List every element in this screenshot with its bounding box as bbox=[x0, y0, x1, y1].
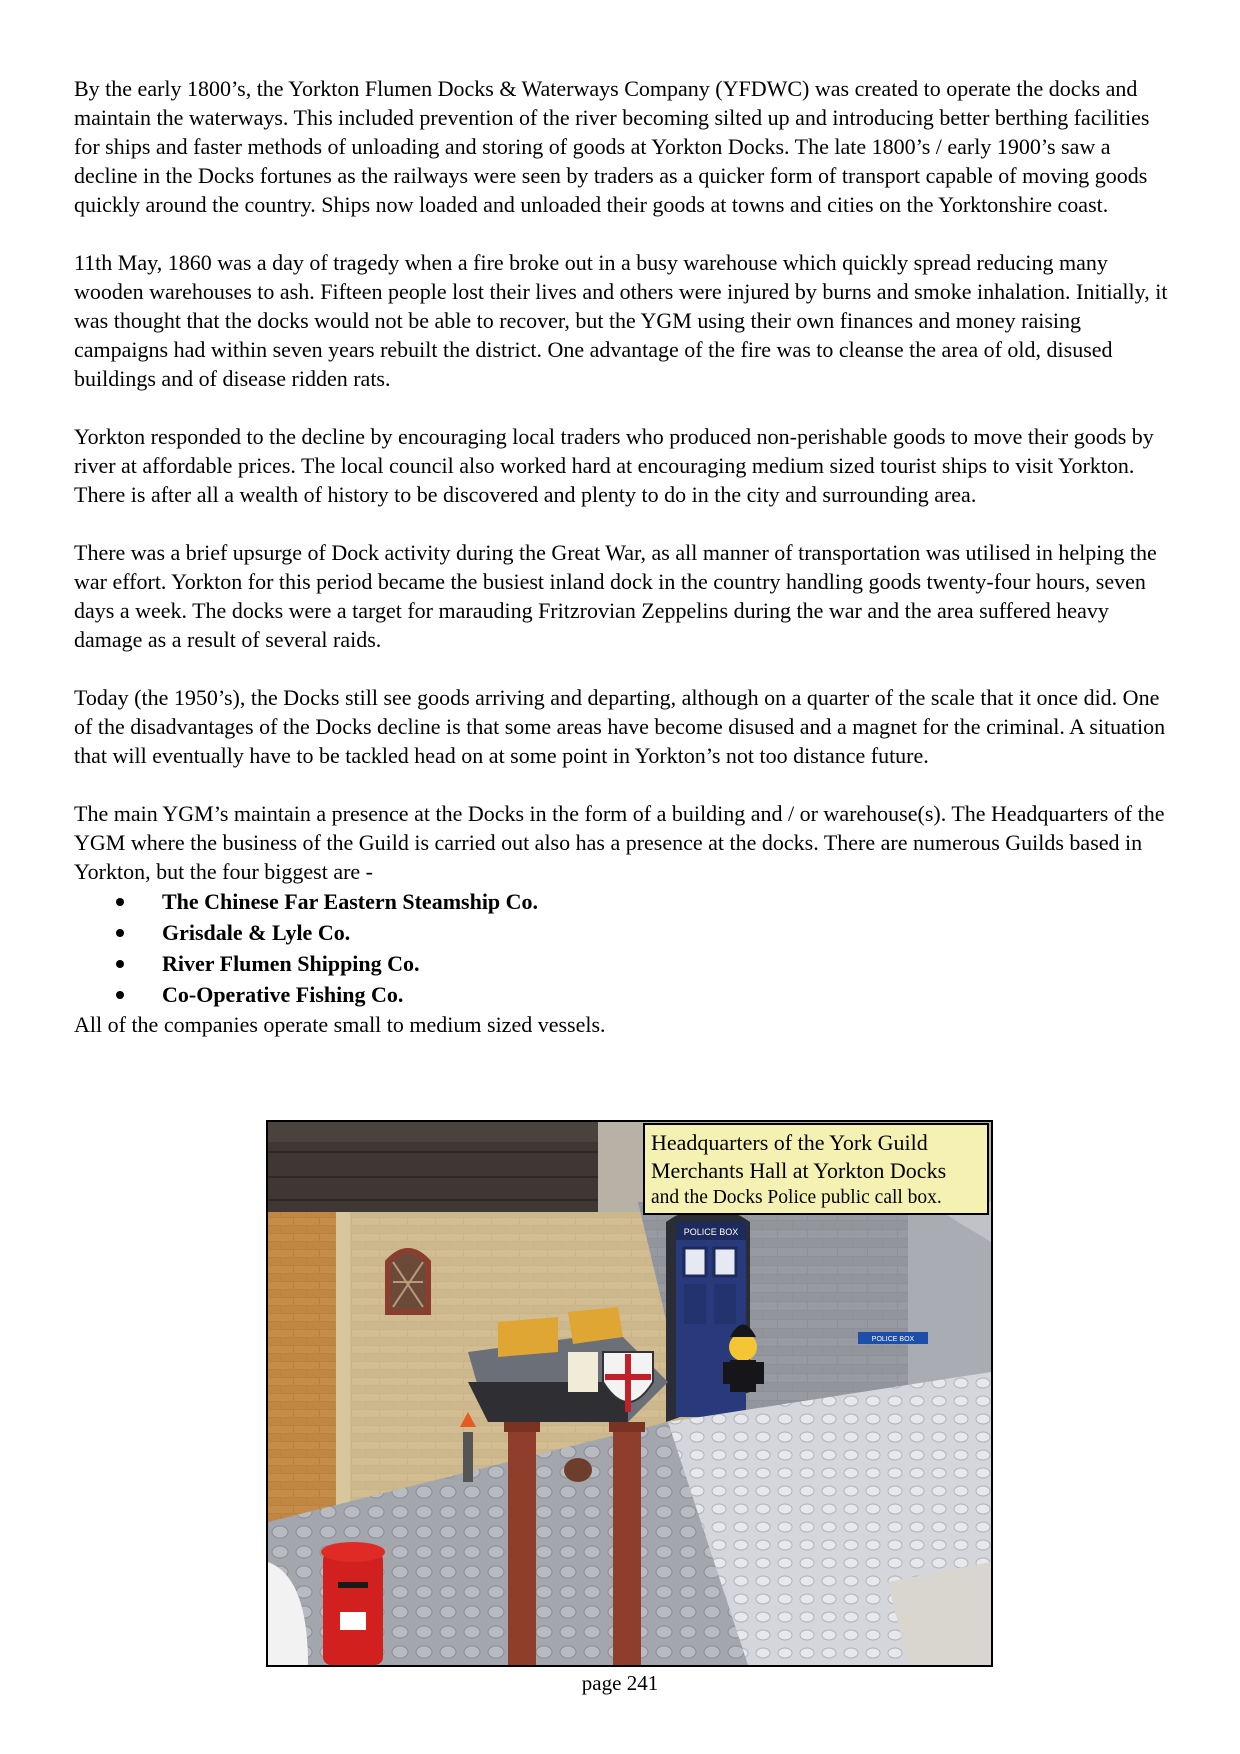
list-item bbox=[110, 979, 1178, 1010]
list-item bbox=[110, 948, 1178, 979]
guild-name: River Flumen Shipping Co. bbox=[162, 951, 420, 976]
guild-list bbox=[74, 886, 1178, 1010]
paragraph-today: Today (the 1950’s), the Docks still see goods arriving and departing, although on a quarter of the scale that it once did. One of the disadvantages of the Docks decline is that some areas have become disused and a magnet for the criminal. A situation that will eventually have to be tackled head on at some point in Yorkton’s not too distance future. bbox=[74, 685, 1166, 768]
paragraph-decline-response: Yorkton responded to the decline by encouraging local traders who produced non-perishable goods to move their goods by river at affordable prices. The local council also worked hard at encouraging medium sized tourist ships to visit Yorkton. There is after all a wealth of history to be discovered and plenty to do in the city and surrounding area. bbox=[74, 424, 1154, 507]
pillar-left bbox=[508, 1422, 536, 1665]
red-post-box bbox=[323, 1552, 383, 1665]
guild-name: Co-Operative Fishing Co. bbox=[162, 982, 404, 1007]
yellow-railing-left bbox=[498, 1317, 558, 1357]
caption-line-1: Headquarters of the York Guild bbox=[651, 1130, 928, 1155]
body-text bbox=[74, 74, 1178, 1039]
paragraph-docks-company: By the early 1800’s, the Yorkton Flumen Docks & Waterways Company (YFDWC) was created to operate the docks and maintain the waterways. This included prevention of the river becoming silted up and introducing better berthing facilities for ships and faster methods of unloading and storing of goods at Yorkton Docks. The late 1800’s / early 1900’s saw a decline in the Docks fortunes as the railways were seen by traders as a quicker form of transport capable of moving goods quickly around the country. Ships now loaded and unloaded their goods at towns and cities on the Yorktonshire coast. bbox=[74, 76, 1150, 217]
bullet-icon bbox=[116, 898, 124, 906]
bullet-icon bbox=[116, 991, 124, 999]
paragraph-fire-tragedy: 11th May, 1860 was a day of tragedy when a fire broke out in a busy warehouse which quickly spread reducing many wooden warehouses to ash. Fifteen people lost their lives and others were injured by burns and smoke inhalation. Initially, it was thought that the docks would not be able to recover, but the YGM using their own finances and money raising campaigns had within seven years rebuilt the district. One advantage of the fire was to cleanse the area of old, disused buildings and of disease ridden rats. bbox=[74, 250, 1168, 391]
pillar-right bbox=[613, 1422, 641, 1665]
bullet-icon bbox=[116, 929, 124, 937]
paragraph-great-war: There was a brief upsurge of Dock activity during the Great War, as all manner of transportation was utilised in helping the war effort. Yorkton for this period became the busiest inland dock in the country handling goods twenty-four hours, seven days a week. The docks were a target for marauding Fritzrovian Zeppelins during the war and the area suffered heavy damage as a result of several raids. bbox=[74, 540, 1157, 652]
clay-pot bbox=[564, 1458, 592, 1482]
closing-sentence: All of the companies operate small to medium sized vessels. bbox=[74, 1012, 606, 1037]
paragraph-guild-presence: The main YGM’s maintain a presence at the Docks in the form of a building and / or warehouse(s). The Headquarters of the YGM where the business of the Guild is carried out also has a presence at the docks. There are numerous Guilds based in Yorkton, but the four biggest are - bbox=[74, 801, 1165, 884]
guild-name: Grisdale & Lyle Co. bbox=[162, 920, 351, 945]
guild-name: The Chinese Far Eastern Steamship Co. bbox=[162, 889, 539, 914]
caption-line-2: Merchants Hall at Yorkton Docks bbox=[651, 1158, 947, 1183]
list-item bbox=[110, 917, 1178, 948]
police-box-sign: POLICE BOX bbox=[683, 1227, 739, 1237]
svg-text:POLICE BOX: POLICE BOX bbox=[871, 1336, 915, 1343]
policeman-minifig bbox=[729, 1333, 757, 1361]
photo-caption bbox=[643, 1123, 989, 1215]
list-item bbox=[110, 886, 1178, 917]
bullet-icon bbox=[116, 960, 124, 968]
page-number: page 241 bbox=[581, 1671, 659, 1695]
caption-line-3: and the Docks Police public call box. bbox=[651, 1187, 942, 1208]
